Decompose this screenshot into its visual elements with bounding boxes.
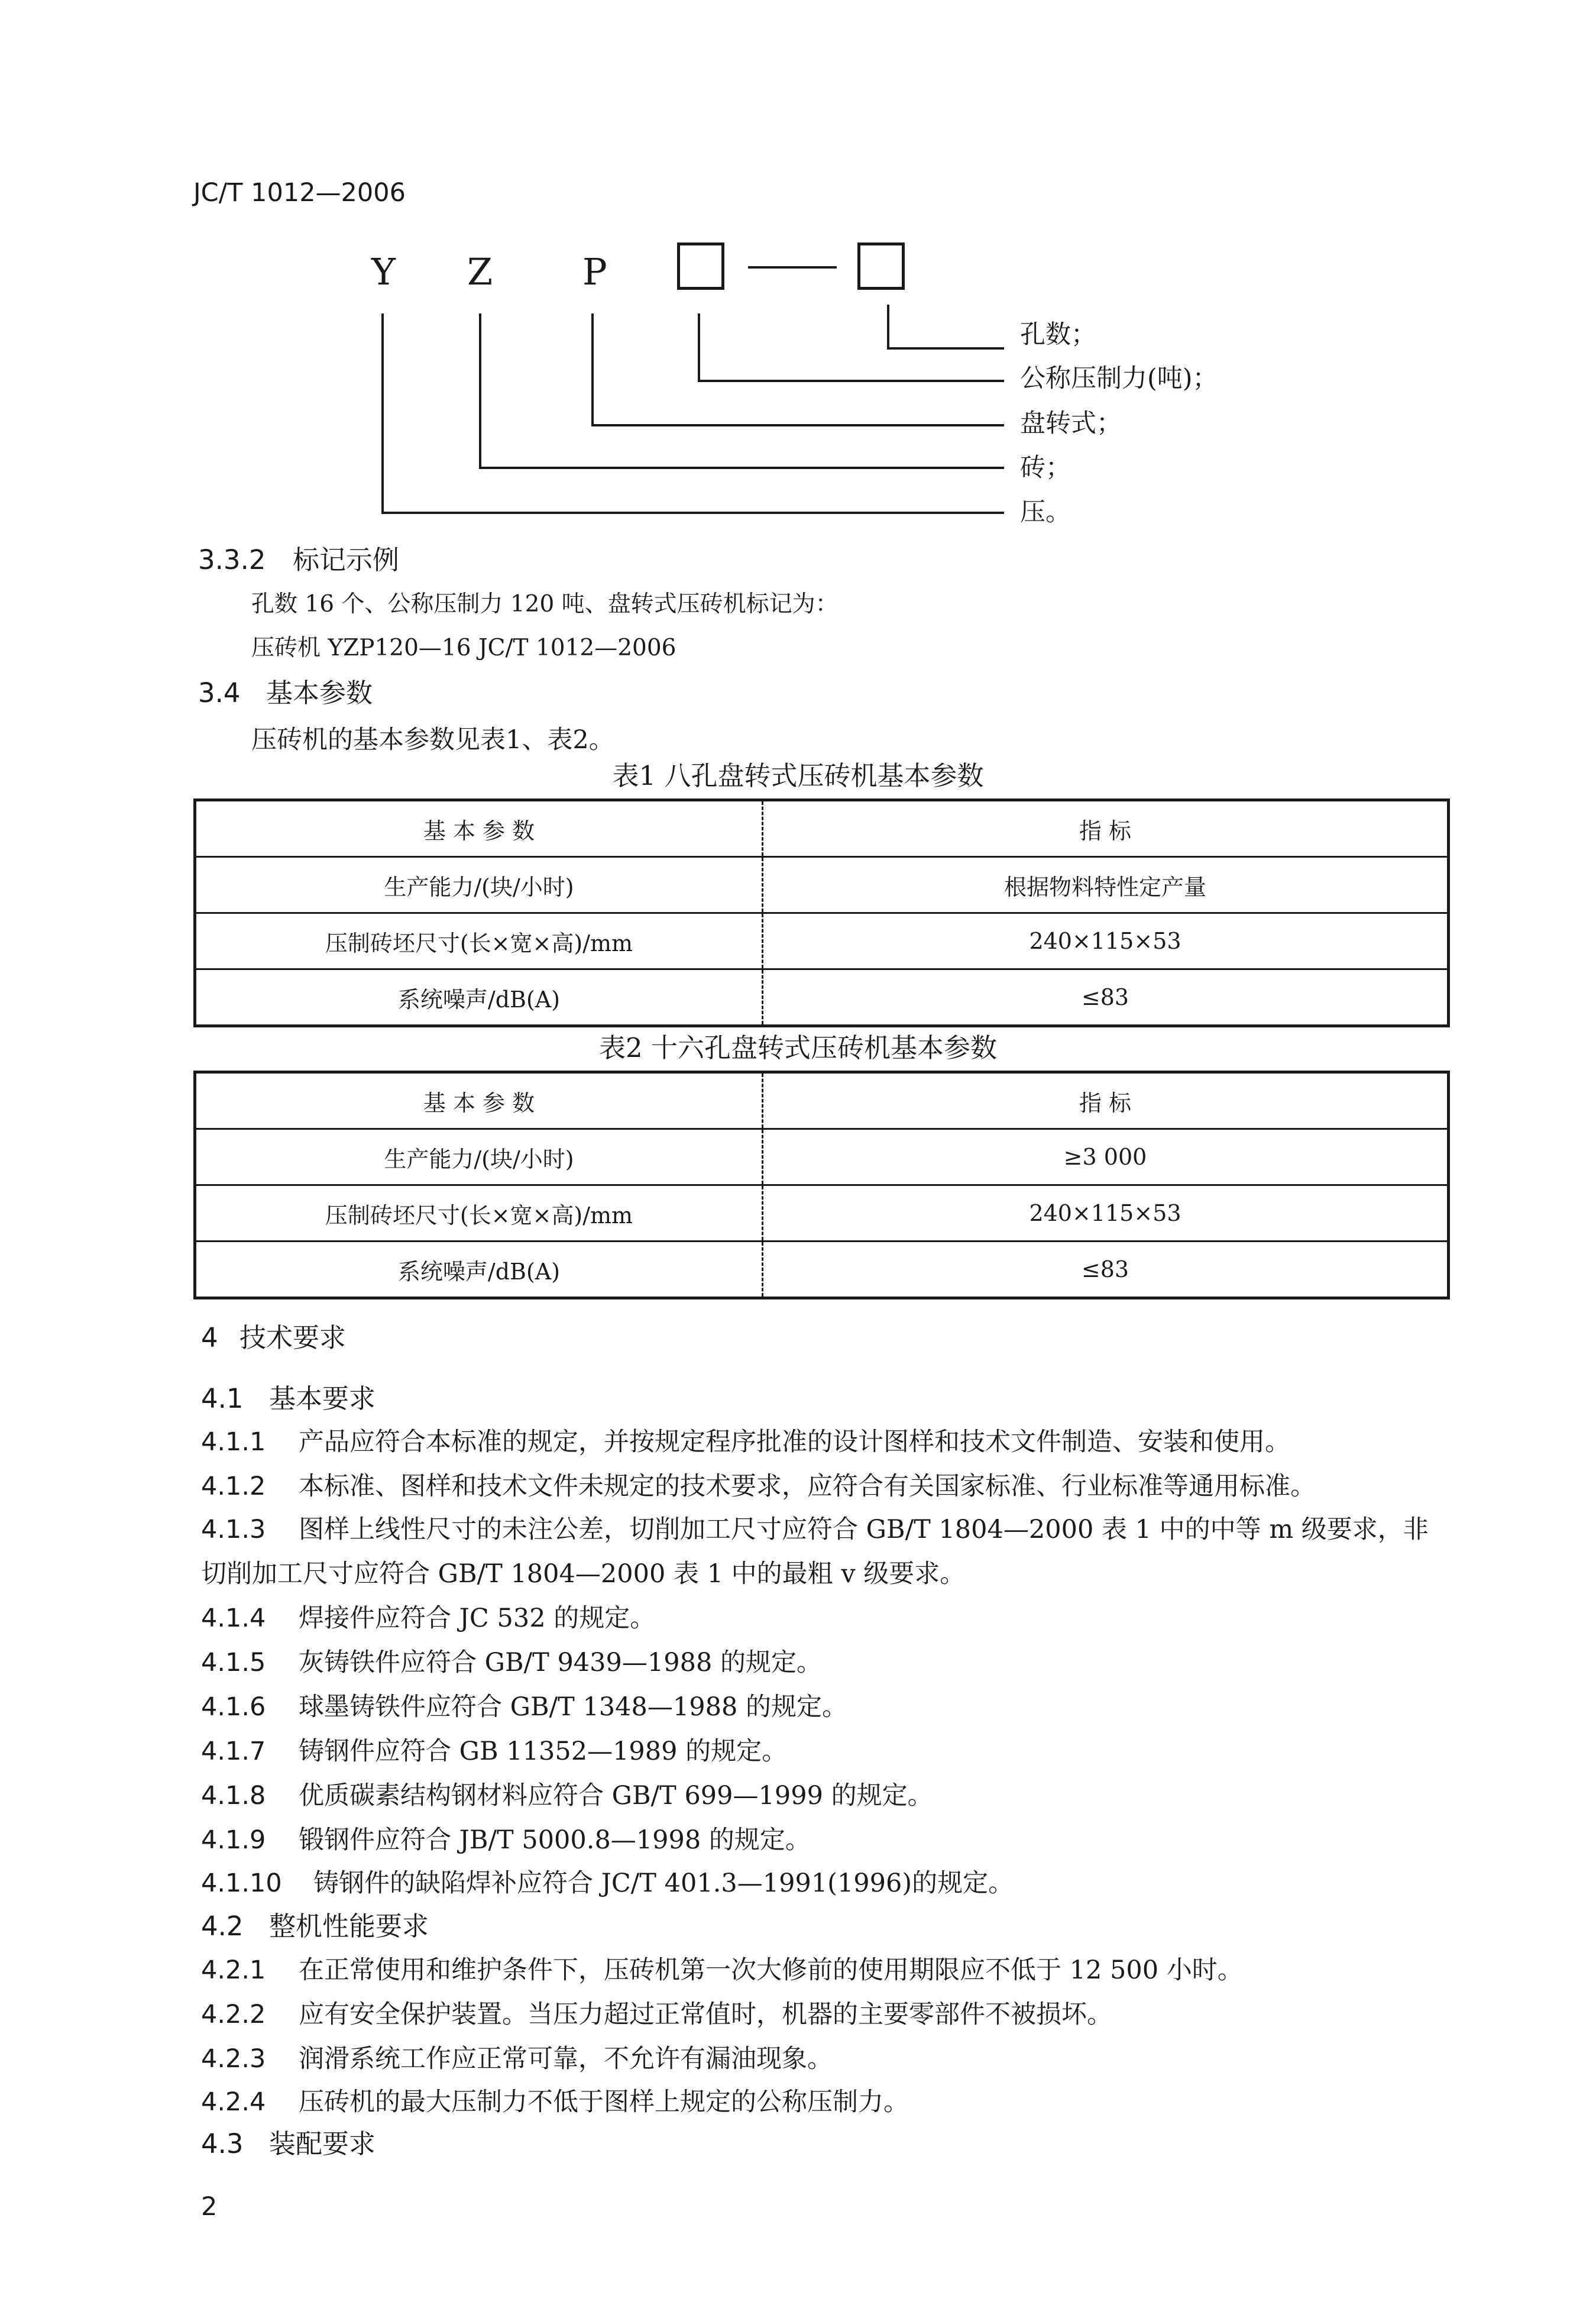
heading-4-2-num: 4.2: [201, 1910, 244, 1942]
leader-z-horizontal: [479, 467, 1004, 469]
item-text: 图样上线性尺寸的未注公差，切削加工尺寸应符合 GB/T 1804—2000 表 1 中的中等 m 级要求，非: [299, 1515, 1429, 1544]
item-text: 球墨铸铁件应符合 GB/T 1348—1988 的规定。: [299, 1692, 847, 1722]
label-press: 压。: [1020, 497, 1071, 527]
item-text: 本标准、图样和技术文件未规定的技术要求，应符合有关国家标准、行业标准等通用标准。: [299, 1472, 1316, 1501]
item-num: 4.1.2: [201, 1472, 266, 1501]
heading-4-num: 4: [201, 1322, 218, 1353]
table-row: [195, 857, 1449, 913]
label-nominal-pressure: 公称压制力(吨)；: [1020, 364, 1218, 393]
leader-y-horizontal: [381, 512, 1004, 514]
table-cell: ≥3 000: [763, 1129, 1449, 1185]
item-text-continued: 切削加工尺寸应符合 GB/T 1804—2000 表 1 中的最粗 v 级要求。: [201, 1559, 966, 1589]
page-number: 2: [201, 2192, 218, 2222]
heading-3-3-2-num: 3.3.2: [198, 544, 266, 576]
heading-4-3-title: 装配要求: [269, 2128, 376, 2159]
leader-pressure-vertical: [698, 313, 700, 382]
item-num: 4.1.5: [201, 1648, 266, 1677]
table-cell: 压制砖坯尺寸(长×宽×高)/mm: [195, 1185, 763, 1242]
table-row: [195, 913, 1449, 969]
item-text: 铸钢件应符合 GB 11352—1989 的规定。: [299, 1737, 788, 1766]
heading-4-1-title: 基本要求: [269, 1383, 376, 1414]
item-num: 4.1.7: [201, 1737, 266, 1766]
standard-code: JC/T 1012—2006: [193, 178, 406, 208]
item-num: 4.1.1: [201, 1427, 266, 1457]
table-cell: ≤83: [763, 1242, 1449, 1298]
table-row: [195, 1185, 1449, 1242]
item-num: 4.1.6: [201, 1692, 266, 1722]
table2-header-param: 基 本 参 数: [195, 1072, 763, 1129]
item-num: 4.2.2: [201, 2000, 266, 2029]
item-text: 润滑系统工作应正常可靠，不允许有漏油现象。: [299, 2044, 833, 2074]
item-text: 焊接件应符合 JC 532 的规定。: [299, 1603, 656, 1633]
item-num: 4.1.4: [201, 1603, 266, 1633]
table-row: [195, 1129, 1449, 1185]
table-cell: 生产能力/(块/小时): [195, 857, 763, 913]
item-text: 在正常使用和维护条件下，压砖机第一次大修前的使用期限应不低于 12 500 小时。: [299, 1955, 1243, 1985]
label-holes: 孔数；: [1020, 320, 1096, 350]
table-cell: 根据物料特性定产量: [763, 857, 1449, 913]
item-text: 产品应符合本标准的规定，并按规定程序批准的设计图样和技术文件制造、安装和使用。: [299, 1427, 1290, 1457]
item-text: 应有安全保护装置。当压力超过正常值时，机器的主要零部件不被损坏。: [299, 2000, 1112, 2029]
table1-header-param: 基 本 参 数: [195, 800, 763, 857]
letter-z: Z: [467, 250, 493, 293]
label-rotary: 盘转式；: [1020, 409, 1122, 438]
box-holes: [857, 243, 905, 290]
heading-4-2-title: 整机性能要求: [269, 1910, 429, 1942]
heading-3-4-title: 基本参数: [266, 677, 373, 709]
item-num: 4.2.3: [201, 2044, 266, 2074]
item-num: 4.2.1: [201, 1955, 266, 1985]
example-line-2: 压砖机 YZP120—16 JC/T 1012—2006: [251, 635, 676, 661]
leader-p-horizontal: [591, 424, 1004, 426]
letter-p: P: [582, 250, 607, 293]
table-cell: ≤83: [763, 969, 1449, 1026]
leader-z-vertical: [479, 313, 481, 468]
item-text: 铸钢件的缺陷焊补应符合 JC/T 401.3—1991(1996)的规定。: [313, 1868, 1014, 1898]
table1: [193, 798, 1450, 1027]
item-num: 4.1.8: [201, 1781, 266, 1811]
table-cell: 生产能力/(块/小时): [195, 1129, 763, 1185]
table-cell: 系统噪声/dB(A): [195, 1242, 763, 1298]
item-num: 4.1.3: [201, 1515, 266, 1544]
item-text: 压砖机的最大压制力不低于图样上规定的公称压制力。: [299, 2087, 909, 2117]
heading-3-3-2-title: 标记示例: [293, 544, 400, 576]
table2-title: 表2 十六孔盘转式压砖机基本参数: [599, 1032, 997, 1063]
table-cell: 压制砖坯尺寸(长×宽×高)/mm: [195, 913, 763, 969]
section-3-4-intro: 压砖机的基本参数见表1、表2。: [251, 725, 614, 755]
leader-holes-horizontal: [887, 347, 1004, 350]
leader-pressure-horizontal: [698, 380, 1004, 382]
item-num: 4.2.4: [201, 2087, 266, 2117]
table-row: [195, 1242, 1449, 1298]
leader-holes-vertical: [887, 305, 889, 349]
table-cell: 系统噪声/dB(A): [195, 969, 763, 1026]
heading-4-1-num: 4.1: [201, 1383, 244, 1414]
table-row: [195, 969, 1449, 1026]
item-text: 灰铸铁件应符合 GB/T 9439—1988 的规定。: [299, 1648, 822, 1677]
table-row: [195, 1072, 1449, 1129]
example-line-1: 孔数 16 个、公称压制力 120 吨、盘转式压砖机标记为：: [251, 591, 839, 618]
letter-y: Y: [371, 250, 396, 293]
label-brick: 砖；: [1020, 453, 1071, 483]
table2-header-index: 指 标: [763, 1072, 1449, 1129]
table-cell: 240×115×53: [763, 1185, 1449, 1242]
table1-title: 表1 八孔盘转式压砖机基本参数: [612, 760, 984, 791]
item-text: 锻钢件应符合 JB/T 5000.8—1998 的规定。: [299, 1825, 811, 1855]
box-pressure: [677, 243, 724, 290]
item-num: 4.1.9: [201, 1825, 266, 1855]
leader-y-vertical: [381, 313, 384, 513]
designation-dash: [748, 266, 837, 269]
heading-4-title: 技术要求: [239, 1322, 347, 1353]
table-cell: 240×115×53: [763, 913, 1449, 969]
heading-3-4-num: 3.4: [198, 677, 241, 709]
item-text: 优质碳素结构钢材料应符合 GB/T 699—1999 的规定。: [299, 1781, 933, 1811]
table2: [193, 1071, 1450, 1299]
table-row: [195, 800, 1449, 857]
heading-4-3-num: 4.3: [201, 2128, 244, 2159]
leader-p-vertical: [591, 313, 594, 426]
table1-header-index: 指 标: [763, 800, 1449, 857]
item-num: 4.1.10: [201, 1868, 282, 1898]
